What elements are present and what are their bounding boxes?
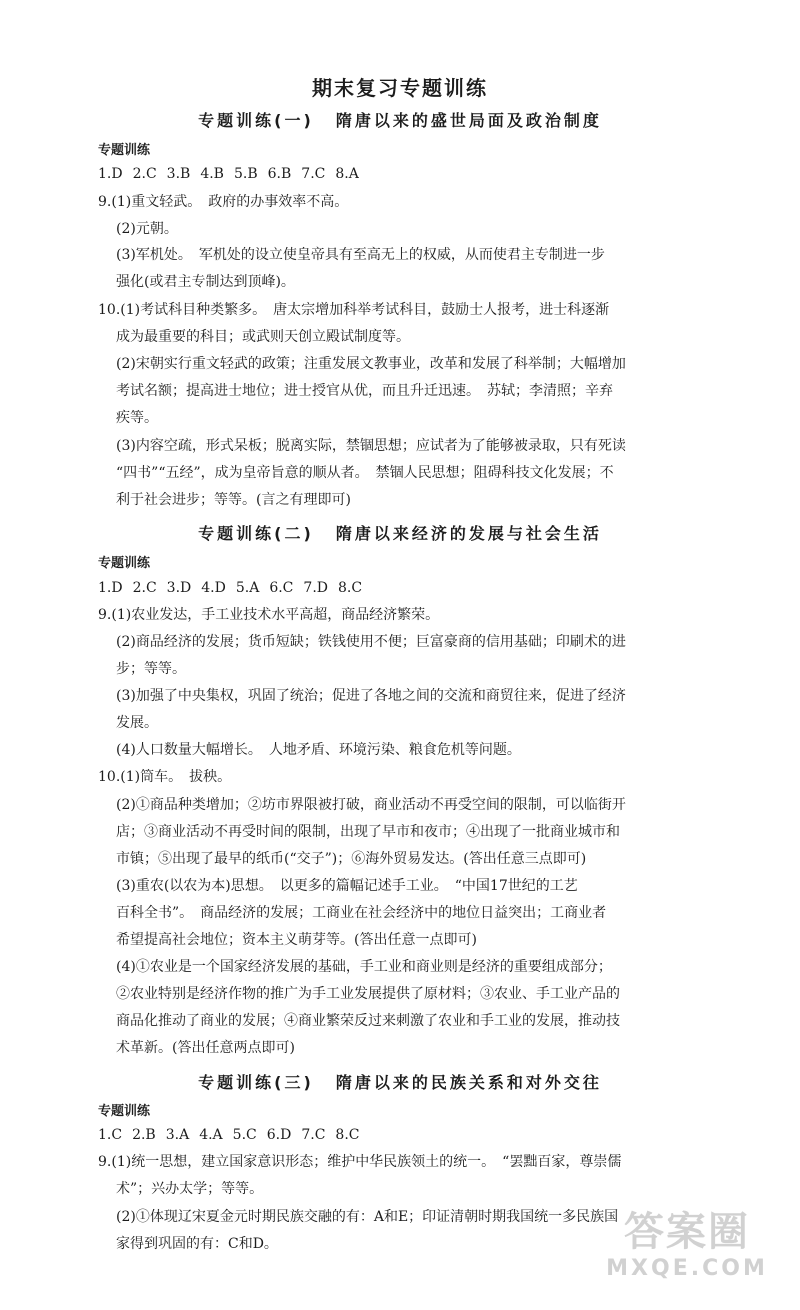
answer-line: 发展。: [116, 715, 158, 731]
section-1-label: 专题训练: [98, 143, 151, 158]
answer-line: (2)宋朝实行重文轻武的政策；注重发展文教事业，改革和发展了科举制；大幅增加: [116, 356, 626, 372]
watermark-logo: [592, 1208, 782, 1296]
choice-answer: 3.B: [166, 166, 191, 182]
section-3-heading-topic: 隋唐以来的民族关系和对外交往: [335, 1073, 602, 1092]
choice-answer: 1.D: [98, 166, 123, 182]
watermark-url: MXQE.COM: [606, 1256, 768, 1281]
answer-line: (3)加强了中央集权，巩固了统治；促进了各地之间的交流和商贸往来，促进了经济: [116, 688, 626, 704]
choice-answer: 8.C: [338, 580, 363, 596]
answer-line: 商品化推动了商业的发展；④商业繁荣反过来刺激了农业和手工业的发展，推动技: [116, 1013, 620, 1029]
choice-answer: 6.B: [267, 166, 292, 182]
section-2-heading-topic: 隋唐以来经济的发展与社会生活: [335, 524, 602, 543]
choice-answer: 7.C: [301, 1127, 326, 1143]
choice-answer: 6.D: [266, 1127, 292, 1143]
choice-answer: 4.B: [200, 166, 224, 182]
choice-answer: 2.C: [132, 166, 157, 182]
answer-line: 利于社会进步；等等。(言之有理即可): [116, 492, 351, 508]
answer-line: 强化(或君主专制达到顶峰)。: [116, 274, 295, 290]
answer-line: 10.(1)考试科目种类繁多。 唐太宗增加科举考试科目，鼓励士人报考，进士科逐渐: [98, 302, 610, 318]
answer-line: “四书”“五经”，成为皇帝旨意的顺从者。 禁锢人民思想；阻碍科技文化发展；不: [116, 465, 614, 481]
answer-line: 术”；兴办太学；等等。: [116, 1181, 264, 1197]
choice-answer: 5.B: [233, 166, 258, 182]
answer-line: (4)人口数量大幅增长。 人地矛盾、环境污染、粮食危机等问题。: [116, 742, 521, 758]
answer-line: 希望提高社会地位；资本主义萌芽等。(答出任意一点即可): [116, 932, 477, 948]
section-2-heading: [0, 521, 800, 544]
answer-line: 市镇；⑤出现了最早的纸币(“交子”)；⑥海外贸易发达。(答出任意三点即可): [116, 851, 587, 867]
choice-answer: 1.C: [98, 1127, 123, 1143]
answer-line: 家得到巩固的有：C和D。: [116, 1236, 278, 1252]
section-2-choice-answers: [98, 579, 372, 597]
choice-answer: 2.B: [132, 1127, 156, 1143]
choice-answer: 5.A: [235, 580, 260, 596]
choice-answer: 2.C: [132, 580, 157, 596]
answer-line: 9.(1)农业发达，手工业技术水平高超，商品经济繁荣。: [98, 607, 440, 623]
choice-answer: 4.D: [201, 580, 226, 596]
answer-line: (3)军机处。 军机处的设立使皇帝具有至高无上的权威，从而使君主专制进一步: [116, 247, 605, 263]
answer-line: 步；等等。: [116, 661, 186, 677]
answer-line: (4)①农业是一个国家经济发展的基础，手工业和商业则是经济的重要组成部分；: [116, 959, 612, 975]
section-3-label: 专题训练: [98, 1104, 151, 1119]
choice-answer: 3.D: [166, 580, 192, 596]
answer-line: (2)商品经济的发展；货币短缺；铁钱使用不便；巨富豪商的信用基础；印刷术的进: [116, 634, 626, 650]
answer-line: 9.(1)统一思想，建立国家意识形态；维护中华民族领土的统一。 “罢黜百家，尊崇儒: [98, 1154, 622, 1170]
choice-answer: 1.D: [98, 580, 123, 596]
choice-answer: 4.A: [199, 1127, 223, 1143]
section-1-heading-number: 专题训练(一): [198, 111, 314, 130]
answer-line: (2)①体现辽宋夏金元时期民族交融的有：A和E；印证清朝时期我国统一多民族国: [116, 1209, 619, 1225]
watermark-logo-text: 答案圈: [624, 1209, 750, 1255]
answer-line: ②农业特别是经济作物的推广为手工业发展提供了原材料；③农业、手工业产品的: [116, 986, 620, 1002]
section-1-heading-topic: 隋唐以来的盛世局面及政治制度: [335, 111, 602, 130]
answer-line: 考试名额；提高进士地位；进士授官从优，而且升迁迅速。 苏轼；李清照；辛弃: [116, 383, 613, 399]
answer-line: 百科全书”。 商品经济的发展；工商业在社会经济中的地位日益突出；工商业者: [116, 905, 607, 921]
choice-answer: 7.D: [303, 580, 328, 596]
section-3-heading-number: 专题训练(三): [198, 1073, 314, 1092]
answer-line: (2)元朝。: [116, 221, 178, 237]
answer-line: (2)①商品种类增加；②坊市界限被打破，商业活动不再受空间的限制，可以临街开: [116, 797, 626, 813]
choice-answer: 3.A: [165, 1127, 190, 1143]
answer-line: 9.(1)重文轻武。 政府的办事效率不高。: [98, 194, 349, 210]
section-3-choice-answers: [98, 1126, 370, 1144]
answer-line: 成为最重要的科目；或武则天创立殿试制度等。: [116, 329, 410, 345]
answer-line: 10.(1)筒车。 拔秧。: [98, 769, 232, 785]
choice-answer: 8.C: [335, 1127, 360, 1143]
section-2-label: 专题训练: [98, 556, 151, 571]
page-title: 期末复习专题训练: [312, 76, 488, 100]
answer-line: 店；③商业活动不再受时间的限制，出现了早市和夜市；④出现了一批商业城市和: [116, 824, 620, 840]
section-2-heading-number: 专题训练(二): [198, 524, 314, 543]
section-1-choice-answers: [98, 165, 369, 183]
answer-line: 术革新。(答出任意两点即可): [116, 1040, 295, 1056]
choice-answer: 7.C: [301, 166, 326, 182]
choice-answer: 6.C: [269, 580, 294, 596]
section-3-heading: [0, 1070, 800, 1093]
answer-line: (3)重农(以农为本)思想。 以更多的篇幅记述手工业。 “中国17世纪的工艺: [116, 878, 578, 894]
choice-answer: 5.C: [232, 1127, 257, 1143]
answer-line: (3)内容空疏，形式呆板；脱离实际，禁锢思想；应试者为了能够被录取，只有死读: [116, 438, 626, 454]
answer-line: 疾等。: [116, 410, 158, 426]
section-1-heading: [0, 108, 800, 131]
choice-answer: 8.A: [335, 166, 359, 182]
